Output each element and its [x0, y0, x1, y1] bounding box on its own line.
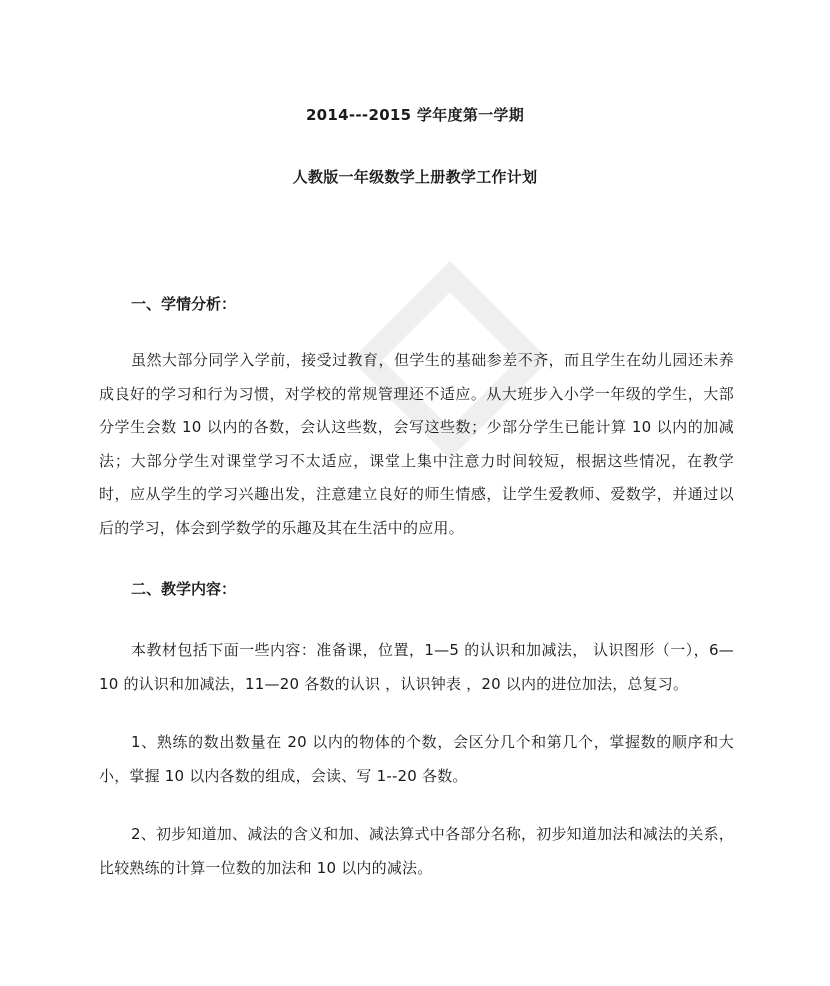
- section-heading-student-analysis: 一、学情分析：: [131, 295, 237, 313]
- paragraph-teaching-goal-1: 1、熟练的数出数量在 20 以内的物体的个数，会区分几个和第几个，掌握数的顺序和大小，掌握 10 以内各数的组成，会读、写 1--20 各数。: [99, 733, 734, 785]
- document-title-year: 2014---2015 学年度第一学期: [305, 106, 525, 124]
- document-title-main: 人教版一年级数学上册教学工作计划: [292, 168, 538, 186]
- paragraph-student-analysis: 虽然大部分同学入学前，接受过教育，但学生的基础参差不齐，而且学生在幼儿园还未养成良好的学习和行为习惯，对学校的常规管理还不适应。从大班步入小学一年级的学生，大部分学生会数 10 以内的各数，会认这些数，会写这些数；少部分学生已能计算 10 以内的加减法；大部分学生对课堂学习不太适应，课堂上集中注意力时间较短，根据这些情况，在教学时，应从学生的学习兴趣出发，注意建立良好的师生情感，让学生爱教师、爱数学，并通过以后的学习，体会到学数学的乐趣及其在生活中的应用。: [99, 351, 734, 537]
- paragraph-teaching-goal-2: 2、初步知道加、减法的含义和加、减法算式中各部分名称，初步知道加法和减法的关系，比较熟练的计算一位数的加法和 10 以内的减法。: [99, 825, 734, 877]
- paragraph-teaching-content-intro: 本教材包括下面一些内容：准备课，位置，1—5 的认识和加减法， 认识图形（一），6—10 的认识和加减法，11—20 各数的认识 ，认识钟表 ，20 以内的进位加法，总复习。: [99, 641, 734, 693]
- section-heading-teaching-content: 二、教学内容：: [131, 580, 237, 598]
